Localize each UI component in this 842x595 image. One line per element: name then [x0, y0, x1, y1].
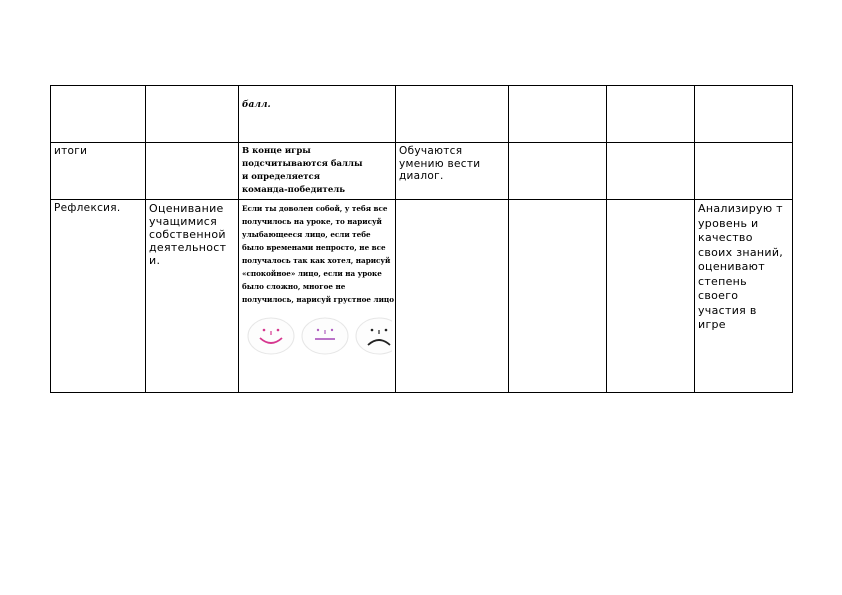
- neutral-face-icon: [300, 316, 350, 356]
- table-cell: [51, 143, 146, 200]
- cell-text: итоги: [54, 145, 88, 157]
- cell-text: Обучаются умению вести диалог.: [399, 145, 481, 182]
- table-cell: [509, 86, 607, 143]
- table-cell: [607, 200, 695, 393]
- table-cell: [51, 86, 146, 143]
- table-cell: [146, 143, 239, 200]
- table-cell: [146, 200, 239, 393]
- cell-text: Анализирую т уровень и качество своих знаний, оценивают степень своего участия в игре: [698, 202, 784, 331]
- cell-text: Оценивание учащимися собственной деятельност и.: [149, 202, 227, 267]
- table-cell: [51, 200, 146, 393]
- cell-text: балл.: [242, 100, 271, 110]
- table-cell: [146, 86, 239, 143]
- sad-face-icon: [354, 316, 392, 356]
- table-cell: [239, 200, 396, 393]
- table-cell: [239, 86, 396, 143]
- cell-text: В конце игры подсчитываются баллы и определяется команда-победитель: [242, 146, 363, 195]
- table-cell: [239, 143, 396, 200]
- table-cell: [396, 86, 509, 143]
- cell-text: Рефлексия.: [54, 202, 121, 214]
- reflection-instructions: Если ты доволен собой, у тебя все получилось на уроке, то нарисуй улыбающееся лицо, если тебе было временами непросто, не все получалось так как хотел, нарисуй «спокойное» лицо, если на уроке было сложно, многое не получилось, нарисуй грустное лицо: [242, 204, 395, 304]
- table-cell: [396, 200, 509, 393]
- table-cell: [695, 143, 793, 200]
- lesson-plan-table: [50, 85, 793, 393]
- smiley-faces-image: [242, 316, 392, 361]
- table-cell: [607, 86, 695, 143]
- table-cell: [695, 86, 793, 143]
- table-row: [51, 200, 793, 393]
- table-cell: [396, 143, 509, 200]
- table-cell: [695, 200, 793, 393]
- table-cell: [509, 143, 607, 200]
- smiling-face-icon: [246, 316, 296, 356]
- table-cell: [607, 143, 695, 200]
- table-row: [51, 143, 793, 200]
- table-cell: [509, 200, 607, 393]
- table-row: [51, 86, 793, 143]
